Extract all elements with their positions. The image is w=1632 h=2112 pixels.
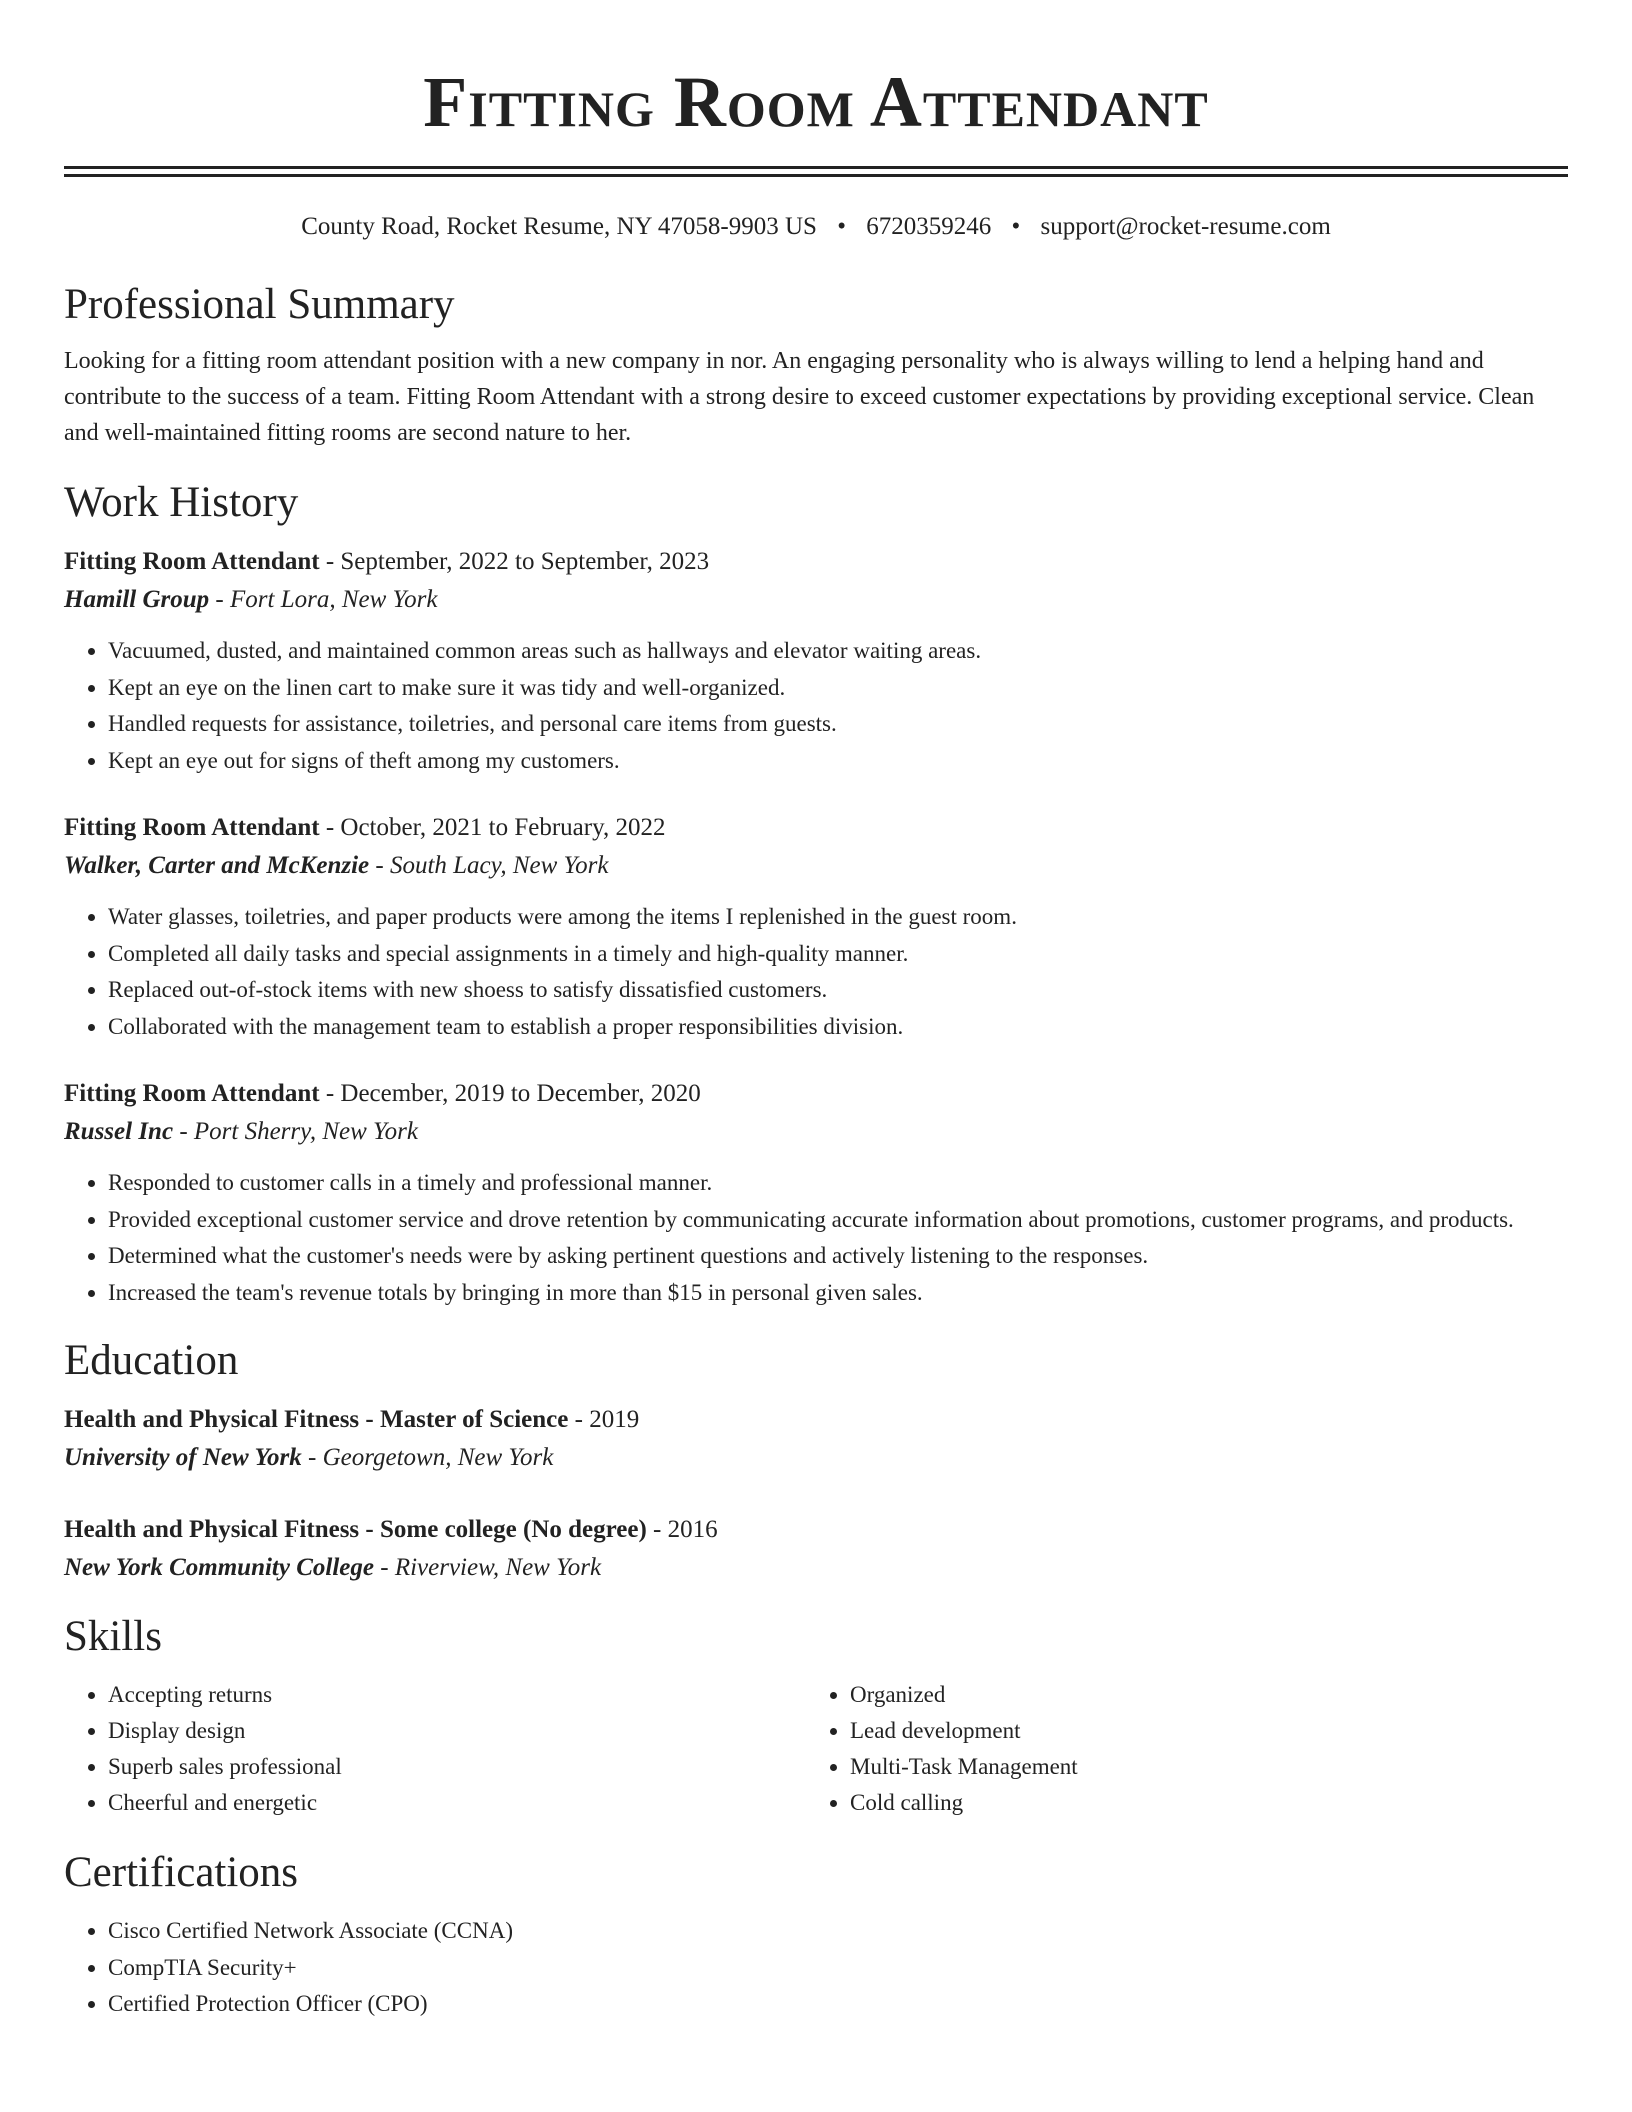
job-bullet: • Vacuumed, dusted, and maintained common areas such as hallways and elevator waiting areas. — [108, 633, 1568, 670]
job-dates: September, 2022 to September, 2023 — [340, 548, 710, 575]
job-location: Port Sherry, New York — [193, 1118, 418, 1145]
summary-text: Looking for a fitting room attendant position with a new company in nor. An engaging personality who is always willing to lend a helping hand and contribute to the success of a team. Fitting Room Attendant with a strong desire to exceed customer expectations by providing exceptional service. Clean and well-maintained fitting rooms are second nature to her. — [64, 348, 1535, 446]
dash: - — [209, 586, 230, 613]
education-degree: Health and Physical Fitness - Master of Science — [64, 1406, 569, 1433]
education-location: Georgetown, New York — [322, 1444, 554, 1471]
certifications-list — [64, 1913, 1568, 2023]
education-degree: Health and Physical Fitness - Some college (No degree) — [64, 1516, 647, 1543]
job-company-line — [64, 1113, 1568, 1151]
job-location: South Lacy, New York — [389, 852, 609, 879]
contact-email: support@rocket-resume.com — [1040, 213, 1331, 240]
job-bullets — [64, 899, 1568, 1045]
job-bullet: • Responded to customer calls in a timely and professional manner. — [108, 1165, 1568, 1202]
work-history-heading: Work History — [64, 479, 299, 526]
job-dates: October, 2021 to February, 2022 — [340, 814, 666, 841]
contact-phone: 6720359246 — [866, 213, 992, 240]
education-school-line — [64, 1549, 1568, 1587]
job-bullets — [64, 633, 1568, 779]
skill-item: • Lead development — [850, 1713, 1548, 1749]
skill-item: • Display design — [108, 1713, 806, 1749]
job-bullet: • Water glasses, toiletries, and paper products were among the items I replenished in the guest room. — [108, 899, 1568, 936]
job-bullet: • Kept an eye on the linen cart to make sure it was tidy and well-organized. — [108, 670, 1568, 707]
resume-page — [64, 0, 1568, 2023]
education-year: 2016 — [667, 1516, 718, 1543]
dash: - — [301, 1444, 323, 1471]
skill-item: • Multi-Task Management — [850, 1749, 1548, 1785]
summary-section — [64, 279, 1568, 451]
job-entry — [64, 1075, 1568, 1311]
skills-grid — [64, 1677, 1568, 1821]
resume-name: Fitting Room Attendant — [423, 62, 1209, 142]
header-double-rule — [64, 166, 1568, 177]
education-degree-line — [64, 1401, 1568, 1439]
certification-item: • CompTIA Security+ — [108, 1950, 1568, 1987]
contact-address: County Road, Rocket Resume, NY 47058-9903 US — [301, 213, 817, 240]
job-title: Fitting Room Attendant — [64, 548, 320, 575]
education-school-line — [64, 1439, 1568, 1477]
job-company-line — [64, 847, 1568, 885]
job-bullet: • Completed all daily tasks and special assignments in a timely and high-quality manner. — [108, 936, 1568, 973]
skills-section — [64, 1611, 1568, 1821]
skill-item: • Cold calling — [850, 1785, 1548, 1821]
dash: - — [319, 1080, 341, 1107]
job-title-line — [64, 543, 1568, 581]
skills-heading: Skills — [64, 1613, 162, 1660]
job-company: Russel Inc — [64, 1118, 174, 1145]
dash: - — [319, 814, 341, 841]
education-entry — [64, 1401, 1568, 1477]
certification-item: • Certified Protection Officer (CPO) — [108, 1986, 1568, 2023]
skill-item: • Organized — [850, 1677, 1548, 1713]
job-entry — [64, 543, 1568, 779]
education-heading: Education — [64, 1337, 239, 1384]
education-entry — [64, 1511, 1568, 1587]
job-title: Fitting Room Attendant — [64, 1080, 320, 1107]
dash: - — [319, 548, 341, 575]
certifications-section — [64, 1847, 1568, 2023]
dash: - — [373, 1554, 395, 1581]
certifications-heading: Certifications — [64, 1849, 299, 1896]
dash: - — [568, 1406, 590, 1433]
certification-item: • Cisco Certified Network Associate (CCNA) — [108, 1913, 1568, 1950]
job-company: Hamill Group — [64, 586, 210, 613]
skill-item: • Superb sales professional — [108, 1749, 806, 1785]
job-entry — [64, 809, 1568, 1045]
job-company: Walker, Carter and McKenzie — [64, 852, 370, 879]
job-bullet: • Provided exceptional customer service and drove retention by communicating accurate information about promotions, customer programs, and products. — [108, 1202, 1568, 1239]
job-bullet: • Kept an eye out for signs of theft among my customers. — [108, 743, 1568, 780]
dash: - — [369, 852, 390, 879]
job-title-line — [64, 1075, 1568, 1113]
contact-separator: • — [1011, 213, 1021, 240]
skills-left-column — [64, 1677, 806, 1821]
job-bullet: • Collaborated with the management team to establish a proper responsibilities division. — [108, 1009, 1568, 1046]
dash: - — [173, 1118, 194, 1145]
skill-item: • Cheerful and energetic — [108, 1785, 806, 1821]
job-bullets — [64, 1165, 1568, 1311]
contact-line — [64, 211, 1568, 243]
job-location: Fort Lora, New York — [230, 586, 438, 613]
skills-right-column — [806, 1677, 1548, 1821]
skill-item: • Accepting returns — [108, 1677, 806, 1713]
dash: - — [646, 1516, 668, 1543]
job-title-line — [64, 809, 1568, 847]
job-dates: December, 2019 to December, 2020 — [340, 1080, 701, 1107]
job-company-line — [64, 581, 1568, 619]
education-school: New York Community College — [64, 1554, 374, 1581]
job-bullet: • Handled requests for assistance, toiletries, and personal care items from guests. — [108, 706, 1568, 743]
job-bullet: • Increased the team's revenue totals by bringing in more than $15 in personal given sales. — [108, 1275, 1568, 1312]
education-section — [64, 1335, 1568, 1587]
job-bullet: • Determined what the customer's needs were by asking pertinent questions and actively listening to the responses. — [108, 1238, 1568, 1275]
education-school: University of New York — [64, 1444, 302, 1471]
education-year: 2019 — [589, 1406, 640, 1433]
education-location: Riverview, New York — [394, 1554, 602, 1581]
summary-heading: Professional Summary — [64, 281, 455, 328]
job-bullet: • Replaced out-of-stock items with new shoess to satisfy dissatisfied customers. — [108, 972, 1568, 1009]
contact-separator: • — [837, 213, 846, 240]
education-degree-line — [64, 1511, 1568, 1549]
work-history-section — [64, 477, 1568, 1311]
job-title: Fitting Room Attendant — [64, 814, 320, 841]
